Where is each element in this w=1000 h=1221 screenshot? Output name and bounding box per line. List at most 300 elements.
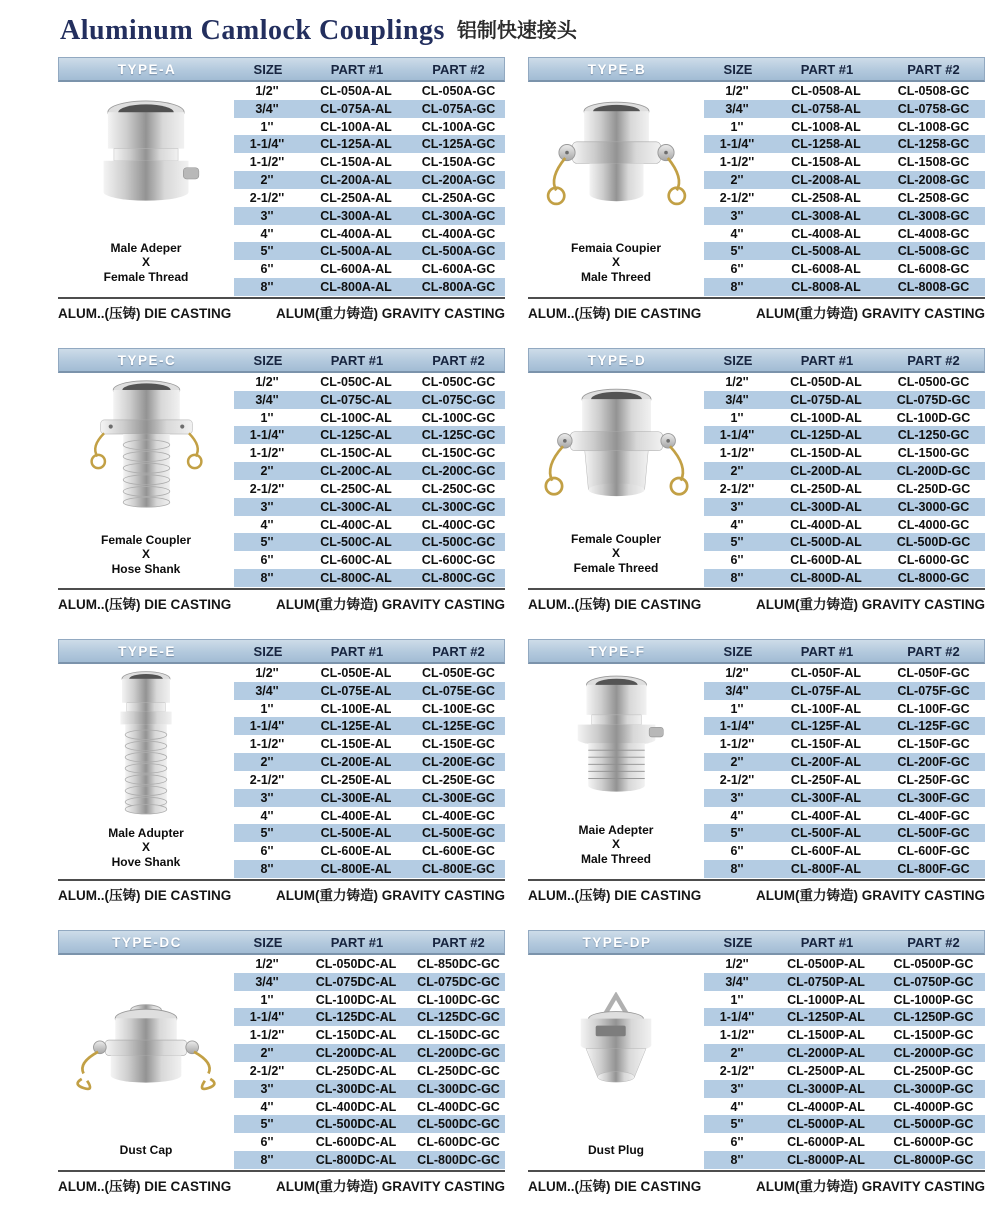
caption-line: Male Threed: [580, 269, 652, 284]
gravity-casting-label: ALUM(重力铸造) GRAVITY CASTING: [756, 306, 985, 321]
size-cell: 5'': [730, 826, 744, 841]
product-photo-female-coupler-female-thread: [539, 373, 694, 532]
size-cell: 2'': [260, 173, 274, 188]
size-cell: 6'': [730, 553, 744, 568]
part2-cell: CL-075D-GC: [896, 392, 971, 407]
size-cell: 1-1/4'': [249, 1010, 285, 1025]
part2-cell: CL-2500P-GC: [893, 1063, 974, 1078]
table-row: [704, 373, 985, 391]
size-cell: 3/4'': [725, 683, 749, 698]
section-type-c: [58, 348, 505, 613]
caption-line: Female Threed: [573, 560, 659, 575]
table-row: [234, 1026, 505, 1044]
col-part1: PART #1: [330, 352, 384, 368]
part1-cell: CL-125C-AL: [320, 428, 392, 443]
table-row: [234, 278, 505, 296]
size-cell: 8'': [260, 280, 274, 295]
caption-line: Femaia Coupier: [570, 240, 662, 255]
part1-cell: CL-125E-AL: [320, 719, 392, 734]
table-row: [704, 135, 985, 153]
caption-line: Hove Shank: [111, 854, 181, 869]
section-type-a: [58, 57, 505, 322]
table-row: [234, 991, 505, 1009]
size-cell: 1'': [730, 410, 744, 425]
part1-cell: CL-100A-AL: [320, 119, 392, 134]
table-row: [234, 1098, 505, 1116]
product-pane: [58, 82, 234, 296]
table-row: [234, 824, 505, 842]
column-headers: [705, 62, 984, 77]
table-row: [704, 118, 985, 136]
size-cell: 8'': [730, 862, 744, 877]
product-pane: [58, 373, 234, 587]
table-row: [234, 409, 505, 427]
table-row: [234, 1151, 505, 1169]
table-row: [704, 1098, 985, 1116]
part2-cell: CL-6008-GC: [897, 262, 970, 277]
table-row: [704, 771, 985, 789]
die-casting-label: ALUM..(压铸) DIE CASTING: [58, 597, 232, 612]
table-row: [234, 225, 505, 243]
size-cell: 2-1/2'': [249, 1063, 285, 1078]
table-row: [234, 973, 505, 991]
col-part2: PART #2: [432, 352, 485, 368]
size-cell: 1-1/2'': [719, 155, 755, 170]
part1-cell: CL-1250P-AL: [787, 1010, 865, 1025]
part2-cell: CL-250C-GC: [421, 481, 496, 496]
caption-line: Female Coupler: [570, 531, 662, 546]
table-row: [234, 373, 505, 391]
size-cell: 3'': [260, 499, 274, 514]
size-cell: 1/2'': [725, 956, 749, 971]
caption-line: Dust Cap: [119, 1142, 173, 1157]
size-cell: 1/2'': [725, 83, 749, 98]
parts-table: [234, 373, 505, 587]
part1-cell: CL-8000P-AL: [787, 1153, 865, 1168]
section-footer: [58, 1170, 505, 1195]
part1-cell: CL-600D-AL: [790, 553, 862, 568]
column-headers: [235, 644, 504, 659]
table-row: [704, 1008, 985, 1026]
table-row: [234, 842, 505, 860]
size-cell: 1'': [260, 701, 274, 716]
table-row: [234, 664, 505, 682]
part1-cell: CL-1500P-AL: [787, 1028, 865, 1043]
size-cell: 1/2'': [255, 956, 279, 971]
size-cell: 4'': [730, 808, 744, 823]
caption-line: Male Adeper: [110, 240, 182, 255]
section-type-d: [528, 348, 985, 613]
part2-cell: CL-600DC-GC: [417, 1135, 500, 1150]
table-row: [234, 516, 505, 534]
part2-cell: CL-6000P-GC: [893, 1135, 974, 1150]
caption-line: Male Adupter: [108, 826, 184, 840]
part2-cell: CL-3000-GC: [897, 499, 970, 514]
table-row: [234, 1062, 505, 1080]
part2-cell: CL-250D-GC: [896, 481, 971, 496]
part2-cell: CL-8008-GC: [897, 280, 970, 295]
table-row: [704, 498, 985, 516]
col-size: SIZE: [253, 61, 283, 77]
parts-table: [704, 955, 985, 1169]
part2-cell: CL-050F-GC: [897, 665, 970, 680]
product-pane: [528, 955, 704, 1169]
part1-cell: CL-200A-AL: [320, 173, 392, 188]
table-row: [704, 842, 985, 860]
col-size: SIZE: [723, 352, 753, 368]
part2-cell: CL-500F-GC: [897, 826, 970, 841]
part1-cell: CL-250E-AL: [320, 772, 392, 787]
table-row: [704, 242, 985, 260]
page-subtitle-chinese: 铝制快速接头: [456, 20, 577, 42]
section-footer: [528, 879, 985, 904]
table-row: [234, 1115, 505, 1133]
part1-cell: CL-4000P-AL: [787, 1099, 865, 1114]
size-cell: 8'': [260, 862, 274, 877]
part2-cell: CL-125C-GC: [421, 428, 496, 443]
col-part2: PART #2: [907, 61, 960, 77]
parts-table: [704, 664, 985, 878]
table-row: [704, 444, 985, 462]
part1-cell: CL-0508-AL: [791, 83, 861, 98]
type-label: TYPE-D: [587, 352, 647, 368]
size-cell: 3'': [730, 1081, 744, 1096]
table-row: [704, 207, 985, 225]
part1-cell: CL-075C-AL: [320, 392, 392, 407]
part1-cell: CL-0758-AL: [791, 101, 861, 116]
part2-cell: CL-400C-GC: [421, 517, 496, 532]
size-cell: 2'': [730, 1046, 744, 1061]
part1-cell: CL-150D-AL: [790, 446, 862, 461]
table-row: [704, 480, 985, 498]
part1-cell: CL-300F-AL: [790, 790, 862, 805]
part1-cell: CL-3008-AL: [791, 208, 861, 223]
part2-cell: CL-125A-GC: [421, 137, 496, 152]
size-cell: 8'': [730, 1153, 744, 1168]
product-caption: [579, 823, 654, 866]
part1-cell: CL-250A-AL: [320, 190, 392, 205]
table-row: [704, 955, 985, 973]
table-row: [704, 189, 985, 207]
part1-cell: CL-3000P-AL: [787, 1081, 865, 1096]
table-row: [704, 153, 985, 171]
product-caption: [120, 1143, 173, 1157]
die-casting-label: ALUM..(压铸) DIE CASTING: [528, 597, 702, 612]
section-type-dp: [528, 930, 985, 1195]
table-row: [704, 700, 985, 718]
part1-cell: CL-200E-AL: [320, 755, 392, 770]
die-casting-label: ALUM..(压铸) DIE CASTING: [58, 306, 232, 321]
part2-cell: CL-400DC-GC: [417, 1099, 500, 1114]
part2-cell: CL-8000-GC: [897, 571, 970, 586]
page-header: [60, 14, 985, 47]
part1-cell: CL-100F-AL: [790, 701, 862, 716]
part1-cell: CL-4008-AL: [791, 226, 861, 241]
type-label: TYPE-C: [117, 352, 177, 368]
part1-cell: CL-400DC-AL: [315, 1099, 397, 1114]
table-row: [234, 682, 505, 700]
part2-cell: CL-150F-GC: [897, 737, 970, 752]
part1-cell: CL-300E-AL: [320, 790, 392, 805]
size-cell: 1-1/4'': [249, 719, 285, 734]
part2-cell: CL-6000-GC: [897, 553, 970, 568]
table-row: [234, 569, 505, 587]
table-row: [704, 807, 985, 825]
gravity-casting-label: ALUM(重力铸造) GRAVITY CASTING: [276, 597, 505, 612]
size-cell: 1-1/4'': [249, 137, 285, 152]
size-cell: 1-1/2'': [249, 446, 285, 461]
section-header: [58, 639, 505, 664]
part2-cell: CL-4000-GC: [897, 517, 970, 532]
col-part2: PART #2: [907, 934, 960, 950]
part2-cell: CL-3000P-GC: [893, 1081, 974, 1096]
type-label: TYPE-DC: [112, 934, 182, 950]
size-cell: 4'': [730, 517, 744, 532]
part2-cell: CL-600E-GC: [422, 844, 495, 859]
part1-cell: CL-500C-AL: [320, 535, 392, 550]
type-label: TYPE-DP: [582, 934, 652, 950]
part1-cell: CL-2000P-AL: [787, 1046, 865, 1061]
caption-line: Dust Plug: [588, 1142, 644, 1157]
column-headers: [705, 935, 984, 950]
table-row: [704, 753, 985, 771]
table-row: [234, 100, 505, 118]
part2-cell: CL-300A-GC: [421, 208, 496, 223]
part2-cell: CL-250E-GC: [422, 772, 495, 787]
part1-cell: CL-600C-AL: [320, 553, 392, 568]
part1-cell: CL-150C-AL: [320, 446, 392, 461]
table-row: [704, 973, 985, 991]
table-row: [234, 955, 505, 973]
part1-cell: CL-400C-AL: [320, 517, 392, 532]
column-headers: [705, 644, 984, 659]
size-cell: 6'': [730, 844, 744, 859]
parts-table: [234, 664, 505, 878]
size-cell: 3'': [260, 208, 274, 223]
size-cell: 6'': [260, 844, 274, 859]
section-body: [528, 82, 985, 296]
table-row: [234, 444, 505, 462]
size-cell: 3/4'': [255, 101, 279, 116]
table-row: [704, 569, 985, 587]
section-footer: [58, 879, 505, 904]
col-size: SIZE: [723, 643, 753, 659]
size-cell: 1-1/2'': [719, 737, 755, 752]
part1-cell: CL-600DC-AL: [315, 1135, 397, 1150]
product-caption: [571, 532, 661, 575]
part2-cell: CL-0750P-GC: [893, 974, 974, 989]
table-row: [704, 664, 985, 682]
part2-cell: CL-200A-GC: [421, 173, 496, 188]
type-label: TYPE-A: [117, 61, 177, 77]
part2-cell: CL-400E-GC: [422, 808, 495, 823]
section-body: [58, 664, 505, 878]
table-row: [234, 1044, 505, 1062]
part2-cell: CL-200E-GC: [422, 755, 495, 770]
size-cell: 8'': [730, 280, 744, 295]
part2-cell: CL-800A-GC: [421, 280, 496, 295]
part2-cell: CL-500E-GC: [422, 826, 495, 841]
type-label: TYPE-B: [587, 61, 647, 77]
part2-cell: CL-600F-GC: [897, 844, 970, 859]
size-cell: 1-1/4'': [719, 137, 755, 152]
part2-cell: CL-1250P-GC: [893, 1010, 974, 1025]
part1-cell: CL-600F-AL: [790, 844, 862, 859]
part2-cell: CL-100DC-GC: [417, 992, 500, 1007]
part1-cell: CL-050A-AL: [320, 83, 392, 98]
type-label: TYPE-F: [588, 643, 646, 659]
size-cell: 1-1/4'': [719, 719, 755, 734]
section-header: [58, 930, 505, 955]
table-row: [704, 533, 985, 551]
die-casting-label: ALUM..(压铸) DIE CASTING: [528, 888, 702, 903]
part1-cell: CL-250DC-AL: [315, 1063, 397, 1078]
size-cell: 2-1/2'': [719, 772, 755, 787]
section-body: [528, 664, 985, 878]
part1-cell: CL-1000P-AL: [787, 992, 865, 1007]
size-cell: 3'': [730, 499, 744, 514]
table-row: [704, 1133, 985, 1151]
part1-cell: CL-1508-AL: [791, 155, 861, 170]
product-pane: [58, 955, 234, 1169]
col-part2: PART #2: [432, 61, 485, 77]
size-cell: 3/4'': [725, 392, 749, 407]
table-row: [704, 789, 985, 807]
part2-cell: CL-125F-GC: [897, 719, 970, 734]
product-pane: [58, 664, 234, 878]
part1-cell: CL-800DC-AL: [315, 1153, 397, 1168]
part2-cell: CL-075E-GC: [422, 683, 495, 698]
size-cell: 1-1/4'': [719, 1010, 755, 1025]
gravity-casting-label: ALUM(重力铸造) GRAVITY CASTING: [276, 1179, 505, 1194]
part1-cell: CL-500E-AL: [320, 826, 392, 841]
part2-cell: CL-050C-GC: [421, 374, 496, 389]
size-cell: 3'': [260, 1081, 274, 1096]
part1-cell: CL-200D-AL: [790, 464, 862, 479]
part2-cell: CL-150C-GC: [421, 446, 496, 461]
caption-line: X: [611, 837, 620, 852]
caption-line: Maie Adepter: [578, 822, 654, 837]
caption-line: X: [611, 546, 620, 561]
product-photo-male-adapter-male-thread: [549, 664, 684, 823]
table-row: [234, 533, 505, 551]
table-row: [704, 426, 985, 444]
column-headers: [235, 935, 504, 950]
part2-cell: CL-2000P-GC: [893, 1046, 974, 1061]
part1-cell: CL-300DC-AL: [315, 1081, 397, 1096]
col-size: SIZE: [723, 61, 753, 77]
product-photo-male-adapter: [81, 82, 211, 241]
product-photo-female-coupler: [539, 82, 694, 241]
size-cell: 8'': [260, 1153, 274, 1168]
part1-cell: CL-075DC-AL: [315, 974, 397, 989]
col-part2: PART #2: [432, 934, 485, 950]
part1-cell: CL-075F-AL: [790, 683, 862, 698]
size-cell: 5'': [260, 244, 274, 259]
table-row: [704, 82, 985, 100]
part2-cell: CL-075F-GC: [897, 683, 970, 698]
section-body: [58, 955, 505, 1169]
part1-cell: CL-1008-AL: [791, 119, 861, 134]
parts-table: [234, 955, 505, 1169]
table-row: [234, 118, 505, 136]
part2-cell: CL-0500-GC: [897, 374, 970, 389]
size-cell: 3'': [730, 790, 744, 805]
part2-cell: CL-800DC-GC: [417, 1153, 500, 1168]
part2-cell: CL-850DC-GC: [417, 956, 500, 971]
part1-cell: CL-5008-AL: [791, 244, 861, 259]
table-row: [704, 717, 985, 735]
part2-cell: CL-300DC-GC: [417, 1081, 500, 1096]
part1-cell: CL-200F-AL: [790, 755, 862, 770]
part1-cell: CL-050DC-AL: [315, 956, 397, 971]
part2-cell: CL-1500-GC: [897, 446, 970, 461]
table-row: [234, 789, 505, 807]
size-cell: 3/4'': [255, 683, 279, 698]
product-caption: [571, 241, 661, 284]
part2-cell: CL-150E-GC: [422, 737, 495, 752]
section-footer: [58, 588, 505, 613]
caption-line: X: [141, 547, 150, 562]
size-cell: 1/2'': [255, 665, 279, 680]
size-cell: 1/2'': [725, 374, 749, 389]
parts-table: [704, 82, 985, 296]
table-row: [234, 860, 505, 878]
part1-cell: CL-125F-AL: [790, 719, 862, 734]
caption-line: Male Threed: [580, 851, 652, 866]
col-size: SIZE: [253, 934, 283, 950]
part1-cell: CL-800D-AL: [790, 571, 862, 586]
product-pane: [528, 373, 704, 587]
size-cell: 2-1/2'': [249, 481, 285, 496]
table-row: [704, 100, 985, 118]
part1-cell: CL-500F-AL: [790, 826, 862, 841]
part2-cell: CL-800F-GC: [897, 862, 970, 877]
part2-cell: CL-100A-GC: [421, 119, 496, 134]
section-type-b: [528, 57, 985, 322]
size-cell: 4'': [730, 226, 744, 241]
size-cell: 1-1/2'': [249, 1028, 285, 1043]
part1-cell: CL-600A-AL: [320, 262, 392, 277]
table-row: [234, 391, 505, 409]
size-cell: 5'': [730, 535, 744, 550]
part2-cell: CL-600A-GC: [421, 262, 496, 277]
product-photo-dust-cap: [60, 955, 232, 1143]
part2-cell: CL-400F-GC: [897, 808, 970, 823]
size-cell: 1'': [730, 992, 744, 1007]
part2-cell: CL-8000P-GC: [893, 1153, 974, 1168]
size-cell: 5'': [730, 1117, 744, 1132]
size-cell: 2'': [730, 464, 744, 479]
table-row: [234, 260, 505, 278]
size-cell: 5'': [260, 826, 274, 841]
column-headers: [235, 353, 504, 368]
size-cell: 8'': [730, 571, 744, 586]
part2-cell: CL-1500P-GC: [893, 1028, 974, 1043]
parts-table: [704, 373, 985, 587]
parts-table: [234, 82, 505, 296]
part1-cell: CL-800A-AL: [320, 280, 392, 295]
part2-cell: CL-1008-GC: [897, 119, 970, 134]
table-row: [704, 1062, 985, 1080]
part2-cell: CL-075C-GC: [421, 392, 496, 407]
part1-cell: CL-400A-AL: [320, 226, 392, 241]
part1-cell: CL-200DC-AL: [315, 1046, 397, 1061]
part2-cell: CL-075A-GC: [421, 101, 496, 116]
part2-cell: CL-200C-GC: [421, 464, 496, 479]
column-headers: [235, 62, 504, 77]
part1-cell: CL-250C-AL: [320, 481, 392, 496]
